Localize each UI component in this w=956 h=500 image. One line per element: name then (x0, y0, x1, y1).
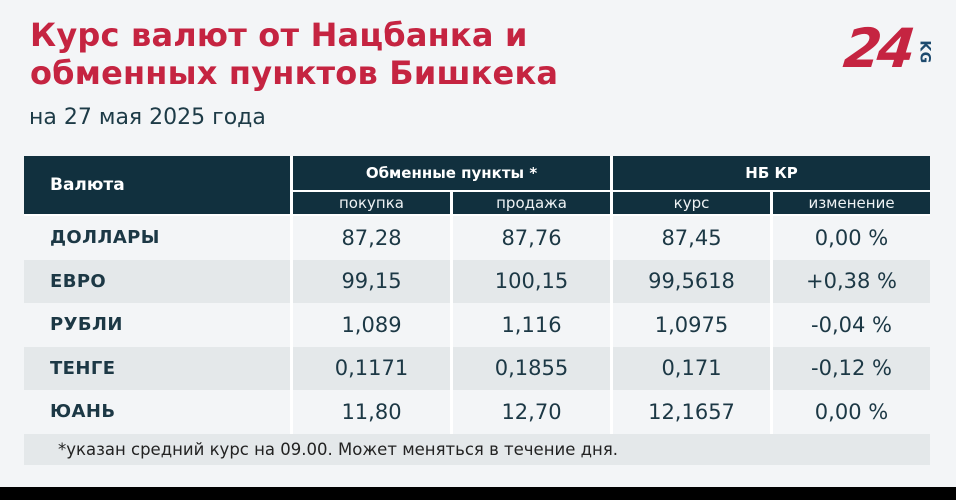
date-subtitle: на 27 мая 2025 года (29, 105, 266, 130)
value-cell: 1,0975 (613, 303, 770, 347)
header-rate: курс (613, 192, 770, 216)
page-title-line2: обменных пунктов Бишкека (30, 54, 559, 92)
value-cell: 11,80 (293, 390, 450, 434)
value-cell: 87,76 (453, 216, 610, 260)
header-group-nbkr: НБ КР (613, 156, 930, 192)
rates-table (24, 156, 930, 434)
value-cell: 99,15 (293, 260, 450, 304)
currency-name-cell: ЮАНЬ (24, 390, 290, 434)
footnote-text: *указан средний курс на 09.00. Может меняться в течение дня. (58, 440, 618, 459)
currency-name-cell: ТЕНГЕ (24, 347, 290, 391)
value-cell: 0,1171 (293, 347, 450, 391)
value-cell: 0,1855 (453, 347, 610, 391)
value-cell: +0,38 % (773, 260, 930, 304)
value-cell: -0,12 % (773, 347, 930, 391)
currency-name-cell: ЕВРО (24, 260, 290, 304)
currency-name-cell: ДОЛЛАРЫ (24, 216, 290, 260)
currency-name-cell: РУБЛИ (24, 303, 290, 347)
header-group-exchange-offices: Обменные пункты * (293, 156, 610, 192)
value-cell: 1,116 (453, 303, 610, 347)
value-cell: 99,5618 (613, 260, 770, 304)
footnote-bar (24, 434, 930, 465)
value-cell: -0,04 % (773, 303, 930, 347)
header-currency: Валюта (24, 156, 290, 216)
value-cell: 87,45 (613, 216, 770, 260)
header-change: изменение (773, 192, 930, 216)
value-cell: 12,70 (453, 390, 610, 434)
value-cell: 100,15 (453, 260, 610, 304)
header-buy: покупка (293, 192, 450, 216)
value-cell: 12,1657 (613, 390, 770, 434)
value-cell: 0,00 % (773, 216, 930, 260)
header-sell: продажа (453, 192, 610, 216)
bottom-black-bar (0, 487, 956, 500)
brand-logo-24kg (840, 17, 937, 84)
value-cell: 0,171 (613, 347, 770, 391)
logo-kg-label: KG (916, 40, 933, 64)
value-cell: 87,28 (293, 216, 450, 260)
value-cell: 0,00 % (773, 390, 930, 434)
logo-24-icon: 24 (840, 17, 915, 80)
page-title (30, 16, 558, 92)
page-title-line1: Курс валют от Нацбанка и (30, 16, 528, 54)
value-cell: 1,089 (293, 303, 450, 347)
